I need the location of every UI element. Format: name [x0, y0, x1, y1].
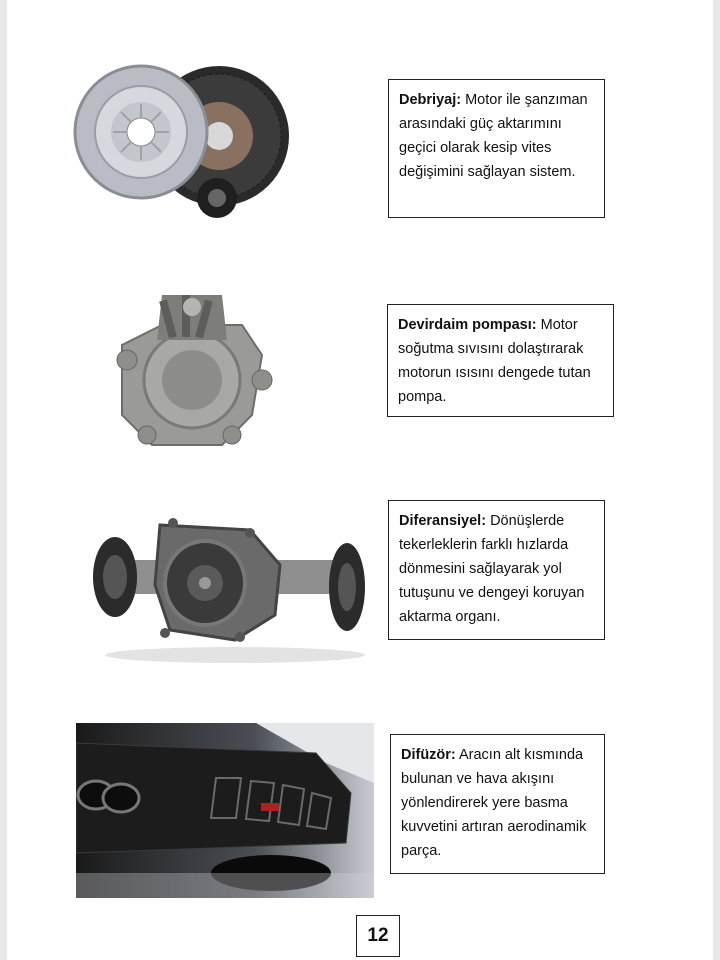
term-description: Motor soğutma sıvısını dolaştırarak motorun ısısını dengede tutan pompa. — [398, 317, 591, 405]
clutch-image — [69, 50, 299, 225]
definition-box-debriyaj — [388, 79, 605, 218]
definition-box-devirdaim-pompasi — [387, 304, 614, 417]
term-label: Difüzör: — [401, 747, 456, 763]
term-label: Devirdaim pompası: — [398, 317, 537, 333]
term-description: Aracın alt kısmında bulunan ve hava akışını yönlendirerek yere basma kuvvetini artıran aerodinamik parça. — [401, 747, 587, 859]
definition-box-difuzor — [390, 734, 605, 874]
term-description: Dönüşlerde tekerleklerin farklı hızlarda dönmesini sağlayarak yol tutuşunu ve dengeyi koruyan aktarma organı. — [399, 513, 585, 625]
term-label: Debriyaj: — [399, 92, 462, 108]
water-pump-image — [102, 285, 282, 455]
term-label: Diferansiyel: — [399, 513, 487, 529]
diffuser-image — [76, 723, 374, 898]
term-description: Motor ile şanzıman arasındaki güç aktarımını geçici olarak kesip vites değişimini sağlayan sistem. — [399, 92, 588, 180]
page-number: 12 — [356, 915, 400, 957]
definition-box-diferansiyel — [388, 500, 605, 640]
differential-image — [85, 505, 375, 670]
document-page — [7, 0, 713, 960]
